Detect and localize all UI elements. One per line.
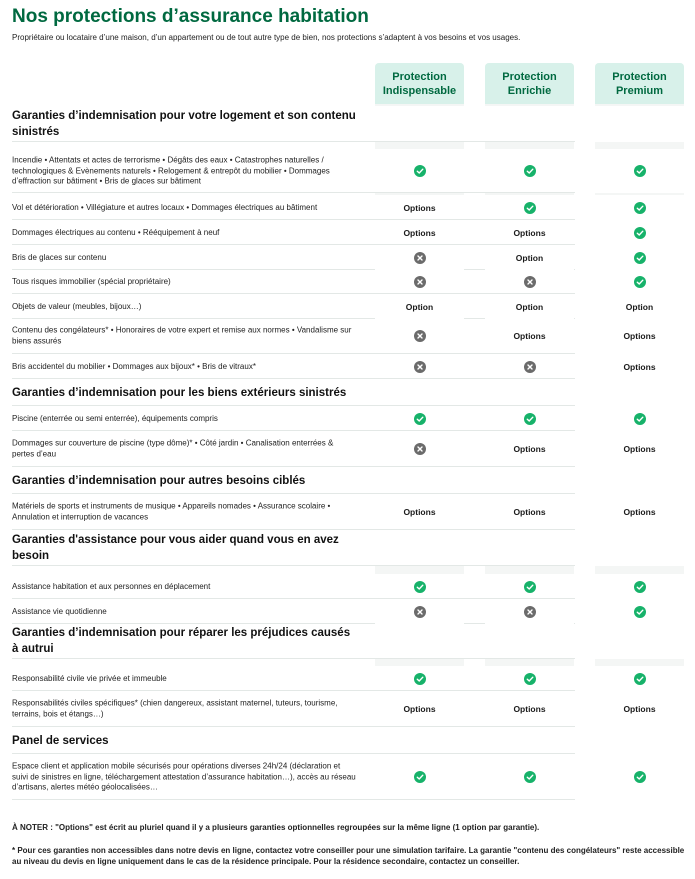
column-header-premium [595,63,684,104]
check-circle-icon [634,673,646,685]
check-circle-icon [634,771,646,783]
table-cell [375,599,464,624]
table-cell [595,406,684,431]
table-row [0,494,695,530]
table-cell [485,574,574,599]
check-circle-icon [634,252,646,264]
table-cell [595,354,684,379]
table-row [0,195,695,220]
option-label: Options [403,202,436,213]
table-cell [485,623,574,659]
check-circle-icon [634,413,646,425]
table-row [0,149,695,193]
table-cell [375,294,464,319]
row-label: Matériels de sports et instruments de musique • Appareils nomades • Assurance scolaire • Annulation et interruption de vacances [12,501,331,521]
row-divider [12,658,575,659]
table-cell [485,379,574,406]
table-cell [375,494,464,530]
page-title: Nos protections d’assurance habitation [12,6,369,27]
option-label: Options [623,331,656,341]
row-label: Responsabilité civile vie privée et immeuble [12,673,167,683]
table-row [0,220,695,245]
table-cell [375,691,464,727]
row-label: Assistance vie quotidienne [12,606,107,616]
table-cell [595,269,684,294]
check-circle-icon [524,673,536,685]
check-circle-icon [524,202,536,214]
check-circle-icon [524,581,536,593]
row-divider [12,565,575,566]
table-cell [595,754,684,800]
section-heading: Garanties d’indemnisation pour autres besoins ciblés [12,474,306,487]
row-label: Responsabilités civiles spécifiques* (chien dangereux, assistant maternel, tuteurs, tourisme, terrains, bois et étangs…) [12,698,338,718]
row-label: Objets de valeur (meubles, bijoux…) [12,301,142,311]
table-cell [485,149,574,193]
table-cell [485,530,574,566]
table-cell [485,195,574,220]
section-heading-row [0,530,695,566]
table-cell [485,599,574,624]
check-circle-icon [414,673,426,685]
table-cell [485,294,574,319]
section-heading: Garanties d'assistance pour vous aider quand vous en avez besoin [12,534,339,562]
section-heading: Garanties d’indemnisation pour les biens extérieurs sinistrés [12,386,347,399]
check-circle-icon [524,771,536,783]
column-header-line1: Protection [502,70,557,83]
table-cell [595,467,684,494]
table-row [0,354,695,379]
section-heading: Garanties d’indemnisation pour votre logement et son contenu sinistrés [12,110,356,138]
table-row [0,431,695,467]
table-cell [375,623,464,659]
x-circle-icon [414,606,426,618]
table-cell [595,294,684,319]
table-cell [375,269,464,294]
check-circle-icon [414,581,426,593]
column-header-line1: Protection [392,70,447,83]
table-row [0,599,695,624]
table-cell [595,530,684,566]
table-cell [375,574,464,599]
column-header-line1: Protection [612,70,667,83]
x-circle-icon [414,276,426,288]
table-cell [375,245,464,270]
check-circle-icon [634,165,646,177]
section-heading-row [0,379,695,406]
check-circle-icon [524,165,536,177]
row-label: Bris de glaces sur contenu [12,252,107,262]
table-cell [595,574,684,599]
column-header-indispensable [375,63,464,104]
x-circle-icon [414,330,426,342]
table-cell [595,431,684,467]
option-label: Options [513,704,546,714]
x-circle-icon [524,276,536,288]
table-row [0,754,695,800]
row-label: Vol et détérioration • Villégiature et autres locaux • Dommages électriques au bâtiment [12,202,318,212]
table-row [0,691,695,727]
section-heading-row [0,623,695,659]
row-label: Tous risques immobilier (spécial propriétaire) [12,276,171,286]
table-cell [485,494,574,530]
table-cell [375,195,464,220]
x-circle-icon [414,361,426,373]
table-cell [375,406,464,431]
x-circle-icon [414,252,426,264]
page-subtitle: Propriétaire ou locataire d’une maison, d’un appartement ou de tout autre type de bien, nos protections s’adaptent à vos besoins et vos usages. [12,33,521,42]
table-cell [595,195,684,220]
table-row [0,666,695,691]
check-circle-icon [414,413,426,425]
table-row [0,574,695,599]
table-cell [595,379,684,406]
table-cell [485,318,574,354]
table-cell [485,727,574,754]
table-cell [375,530,464,566]
table-cell [375,666,464,691]
option-label: Options [513,331,546,341]
check-circle-icon [524,413,536,425]
option-label: Options [623,361,656,372]
row-label: Espace client et application mobile sécurisés pour opérations diverses 24h/24 (déclaration et suivi de sinistres en ligne, téléchargement attestation d’assurance habitation…), accès au réseau d’artisans, alertes météo géolocalisées… [12,761,356,792]
option-label: Options [403,227,436,238]
row-label: Assistance habitation et aux personnes en déplacement [12,581,211,591]
option-label: Option [625,301,654,312]
option-label: Options [623,507,656,517]
row-label: Contenu des congélateurs* • Honoraires de votre expert et remise aux normes • Vandalisme sur biens assurés [12,325,352,345]
options-note: À NOTER : "Options" est écrit au pluriel quand il y a plusieurs garanties optionnelles regroupées sur la même ligne (1 option par garantie). [12,823,540,832]
row-label: Dommages sur couverture de piscine (type dôme)* • Côté jardin • Canalisation enterrées & pertes d’eau [12,438,334,458]
row-divider [12,141,575,142]
table-cell [595,220,684,245]
table-cell [485,431,574,467]
table-cell [375,318,464,354]
option-label: Option [405,301,434,312]
option-label: Options [403,704,436,714]
table-cell [485,220,574,245]
option-label: Options [513,227,546,238]
table-cell [485,406,574,431]
table-cell [485,666,574,691]
table-cell [485,754,574,800]
section-heading-row [0,467,695,494]
section-heading: Panel de services [12,734,109,747]
option-label: Options [513,507,546,517]
option-label: Options [623,704,656,714]
option-label: Options [513,444,546,454]
asterisk-note: * Pour ces garanties non accessibles dans notre devis en ligne, contactez votre conseiller pour une simulation tarifaire. La garantie "contenu des congélateurs" reste accessible au niveau du devis en ligne uniquement dans le cas de la résidence principale. Pour la résidence secondaire, contactez un conseiller. [12,846,685,866]
option-label: Option [515,252,544,263]
table-cell [595,245,684,270]
check-circle-icon [634,276,646,288]
table-cell [595,727,684,754]
check-circle-icon [634,606,646,618]
table-cell [595,623,684,659]
section-heading-row [0,106,695,142]
table-cell [595,599,684,624]
row-divider [12,799,575,800]
table-cell [485,354,574,379]
table-cell [595,106,684,142]
table-cell [485,245,574,270]
table-cell [595,691,684,727]
row-label: Incendie • Attentats et actes de terrorisme • Dégâts des eaux • Catastrophes naturelles / technologiques & Evènements naturels • Relogement & entrepôt du mobilier • Dommages d’effraction sur bâtiment • Bris de glaces sur bâtiment [12,155,330,186]
table-row [0,294,695,319]
table-row [0,318,695,354]
check-circle-icon [634,581,646,593]
table-cell [375,379,464,406]
table-cell [375,727,464,754]
table-cell [375,467,464,494]
table-cell [485,467,574,494]
table-cell [595,149,684,193]
table-cell [485,691,574,727]
row-divider [12,192,575,193]
table-row [0,406,695,431]
table-cell [375,220,464,245]
row-label: Dommages électriques au contenu • Rééquipement à neuf [12,227,220,237]
check-circle-icon [634,227,646,239]
column-header-line2: Enrichie [507,84,552,97]
table-cell [375,754,464,800]
table-cell [485,106,574,142]
x-circle-icon [524,361,536,373]
option-label: Option [515,301,544,312]
table-cell [375,106,464,142]
column-header-line2: Indispensable [382,84,457,97]
table-cell [595,666,684,691]
check-circle-icon [414,165,426,177]
table-cell [595,494,684,530]
row-label: Bris accidentel du mobilier • Dommages aux bijoux* • Bris de vitraux* [12,361,256,371]
table-cell [485,269,574,294]
section-heading: Garanties d’indemnisation pour réparer les préjudices causés à autrui [12,627,351,655]
column-header-line2: Premium [615,84,664,97]
check-circle-icon [414,771,426,783]
section-heading-row [0,727,695,754]
table-cell [595,318,684,354]
table-cell [375,354,464,379]
check-circle-icon [634,202,646,214]
option-label: Options [623,444,656,454]
row-label: Piscine (enterrée ou semi enterrée), équipements compris [12,413,218,423]
table-row [0,245,695,270]
table-row [0,269,695,294]
column-header-enrichie [485,63,574,104]
x-circle-icon [414,443,426,455]
x-circle-icon [524,606,536,618]
option-label: Options [403,507,436,517]
table-cell [375,431,464,467]
table-cell [375,149,464,193]
